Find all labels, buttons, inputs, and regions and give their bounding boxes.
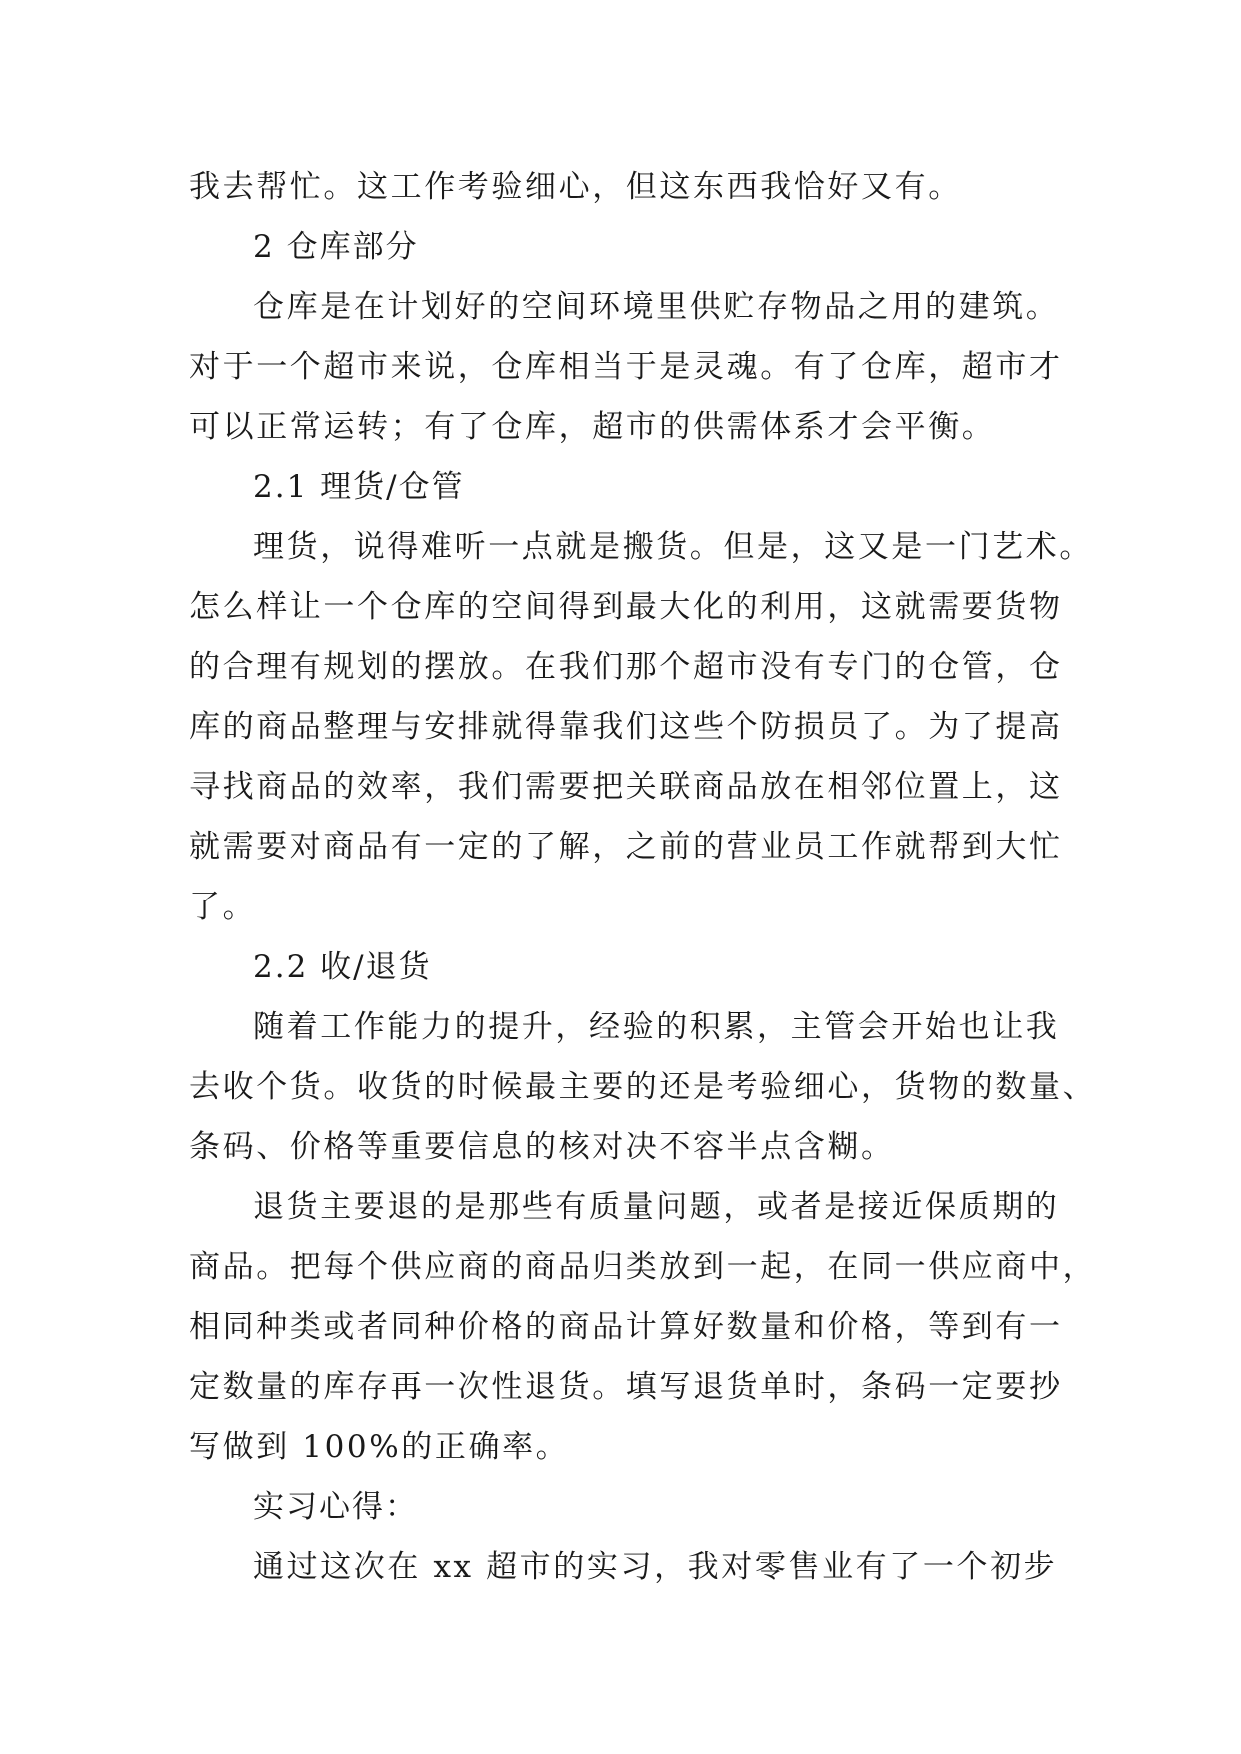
section-heading-stocking: 2.1 理货/仓管 (253, 469, 465, 505)
paragraph-line: 对于一个超市来说，仓库相当于是灵魂。有了仓库，超市才 (189, 349, 1063, 385)
paragraph-line: 的合理有规划的摆放。在我们那个超市没有专门的仓管，仓 (189, 649, 1063, 685)
paragraph-line: 去收个货。收货的时候最主要的还是考验细心，货物的数量、 (189, 1069, 1097, 1105)
section-heading-warehouse: 2 仓库部分 (253, 229, 419, 265)
paragraph-line: 定数量的库存再一次性退货。填写退货单时，条码一定要抄 (189, 1369, 1063, 1405)
section-heading-internship-reflection: 实习心得： (253, 1489, 418, 1525)
paragraph-line: 库的商品整理与安排就得靠我们这些个防损员了。为了提高 (189, 709, 1063, 745)
paragraph-line: 相同种类或者同种价格的商品计算好数量和价格，等到有一 (189, 1309, 1063, 1345)
paragraph-line: 怎么样让一个仓库的空间得到最大化的利用，这就需要货物 (189, 589, 1063, 625)
paragraph-line: 寻找商品的效率，我们需要把关联商品放在相邻位置上，这 (189, 769, 1063, 805)
paragraph-line: 写做到 100%的正确率。 (189, 1429, 570, 1465)
paragraph-line: 通过这次在 xx 超市的实习，我对零售业有了一个初步 (253, 1549, 1058, 1585)
paragraph-line: 随着工作能力的提升，经验的积累，主管会开始也让我 (253, 1009, 1060, 1045)
section-heading-receiving-returns: 2.2 收/退货 (253, 949, 432, 985)
paragraph-line: 理货，说得难听一点就是搬货。但是，这又是一门艺术。 (253, 529, 1093, 565)
paragraph-line: 了。 (189, 889, 257, 925)
paragraph-line: 条码、价格等重要信息的核对决不容半点含糊。 (189, 1129, 895, 1165)
paragraph-line: 商品。把每个供应商的商品归类放到一起，在同一供应商中， (189, 1249, 1097, 1285)
paragraph-line: 退货主要退的是那些有质量问题，或者是接近保质期的 (253, 1189, 1060, 1225)
paragraph-line: 可以正常运转；有了仓库，超市的供需体系才会平衡。 (189, 409, 996, 445)
paragraph-line: 我去帮忙。这工作考验细心，但这东西我恰好又有。 (189, 169, 962, 205)
paragraph-line: 就需要对商品有一定的了解，之前的营业员工作就帮到大忙 (189, 829, 1063, 865)
paragraph-line: 仓库是在计划好的空间环境里供贮存物品之用的建筑。 (253, 289, 1060, 325)
